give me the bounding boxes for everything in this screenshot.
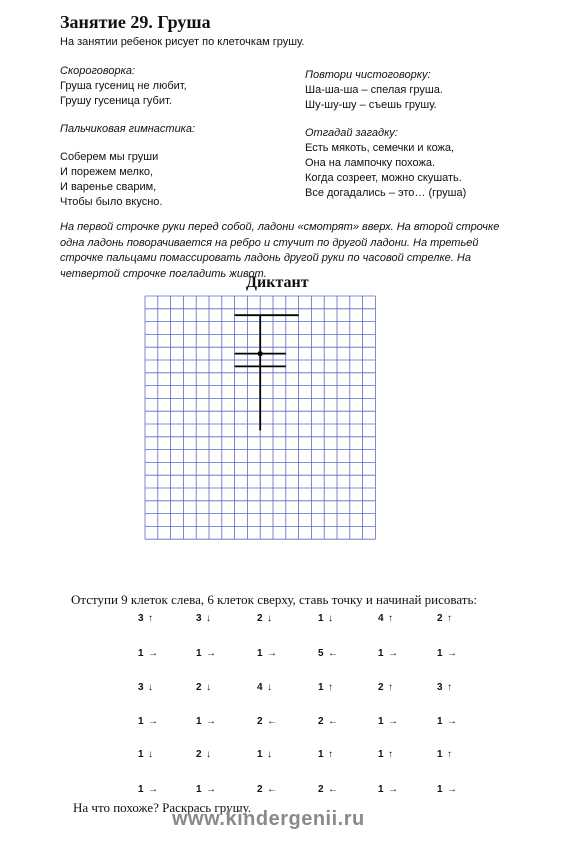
arrow-up-icon: ↑	[328, 749, 333, 760]
command-count: 1	[318, 749, 324, 760]
arrow-right-icon: →	[388, 716, 398, 727]
arrow-right-icon: →	[388, 648, 398, 659]
command-cell	[138, 613, 168, 624]
arrow-right-icon: →	[447, 648, 457, 659]
arrow-down-icon: ↓	[148, 749, 153, 760]
command-count: 2	[257, 613, 263, 624]
arrow-right-icon: →	[148, 648, 158, 659]
tongue-twister-line: Грушу гусеница губит.	[60, 95, 172, 107]
command-count: 1	[378, 749, 384, 760]
page-title: Занятие 29. Груша	[60, 12, 211, 32]
command-count: 2	[318, 716, 324, 727]
command-count: 1	[196, 784, 202, 795]
command-cell	[378, 682, 408, 693]
command-count: 1	[318, 613, 324, 624]
command-cell	[318, 682, 348, 693]
command-cell	[257, 749, 287, 760]
tongue-twister-line: Груша гусениц не любит,	[60, 80, 187, 92]
arrow-left-icon: ←	[328, 784, 338, 795]
arrow-up-icon: ↑	[388, 749, 393, 760]
riddle-line: Когда созреет, можно скушать.	[305, 172, 462, 184]
command-cell	[318, 784, 348, 795]
arrow-left-icon: ←	[328, 716, 338, 727]
finger-gym-line: Чтобы было вкусно.	[60, 196, 163, 208]
command-count: 1	[378, 716, 384, 727]
question-text: На что похоже? Раскрась грушу.	[73, 800, 252, 815]
command-count: 1	[437, 784, 443, 795]
arrow-up-icon: ↑	[388, 613, 393, 624]
command-cell	[437, 749, 467, 760]
command-cell	[378, 648, 408, 659]
arrow-down-icon: ↓	[267, 749, 272, 760]
command-cell	[196, 784, 226, 795]
command-cell	[138, 784, 168, 795]
pure-phrase-line: Ша-ша-ша – спелая груша.	[305, 84, 443, 96]
command-cell	[318, 613, 348, 624]
command-cell	[196, 648, 226, 659]
arrow-down-icon: ↓	[328, 613, 333, 624]
page-subtitle: На занятии ребенок рисует по клеточкам грушу.	[60, 36, 305, 48]
command-count: 1	[437, 749, 443, 760]
arrow-up-icon: ↑	[328, 682, 333, 693]
arrow-down-icon: ↓	[267, 682, 272, 693]
command-cell	[196, 716, 226, 727]
command-count: 3	[437, 682, 443, 693]
arrow-left-icon: ←	[267, 716, 277, 727]
riddle-line: Все догадались – это… (груша)	[305, 187, 467, 199]
command-cell	[437, 613, 467, 624]
riddle-line: Есть мякоть, семечки и кожа,	[305, 142, 455, 154]
command-cell	[138, 682, 168, 693]
command-count: 1	[378, 784, 384, 795]
arrow-down-icon: ↓	[206, 749, 211, 760]
arrow-up-icon: ↑	[447, 749, 452, 760]
command-cell	[257, 648, 287, 659]
command-count: 4	[257, 682, 263, 693]
finger-gym-line: И порежем мелко,	[60, 166, 154, 178]
watermark: www.kindergenii.ru	[172, 808, 365, 830]
command-count: 2	[318, 784, 324, 795]
command-count: 1	[138, 749, 144, 760]
command-count: 1	[378, 648, 384, 659]
arrow-right-icon: →	[206, 784, 216, 795]
command-cell	[257, 682, 287, 693]
instruction-text: Отступи 9 клеток слева, 6 клеток сверху, ставь точку и начинай рисовать:	[71, 592, 478, 607]
dictant-title: Диктант	[246, 274, 309, 291]
command-cell	[378, 716, 408, 727]
arrow-up-icon: ↑	[447, 682, 452, 693]
command-cell	[378, 613, 408, 624]
riddle-line: Она на лампочку похожа.	[305, 157, 436, 169]
finger-gym-header: Пальчиковая гимнастика:	[60, 123, 196, 135]
finger-gym-line: Соберем мы груши	[60, 151, 159, 163]
command-cell	[257, 613, 287, 624]
arrow-right-icon: →	[388, 784, 398, 795]
command-cell	[437, 648, 467, 659]
command-count: 2	[196, 749, 202, 760]
command-count: 2	[257, 716, 263, 727]
arrow-right-icon: →	[267, 648, 277, 659]
command-cell	[196, 749, 226, 760]
finger-gym-line: И варенье сварим,	[60, 181, 157, 193]
command-cell	[196, 613, 226, 624]
arrow-right-icon: →	[447, 784, 457, 795]
pure-phrase-line: Шу-шу-шу – съешь грушу.	[305, 99, 437, 111]
arrow-left-icon: ←	[267, 784, 277, 795]
arrow-right-icon: →	[206, 648, 216, 659]
command-count: 1	[138, 648, 144, 659]
arrow-right-icon: →	[148, 716, 158, 727]
command-cell	[138, 749, 168, 760]
arrow-right-icon: →	[206, 716, 216, 727]
command-cell	[257, 716, 287, 727]
command-count: 1	[196, 716, 202, 727]
arrow-up-icon: ↑	[148, 613, 153, 624]
tongue-twister-header: Скороговорка:	[60, 65, 136, 77]
riddle-header: Отгадай загадку:	[305, 127, 398, 139]
arrow-up-icon: ↑	[388, 682, 393, 693]
command-cell	[318, 648, 348, 659]
command-cell	[196, 682, 226, 693]
arrow-left-icon: ←	[328, 648, 338, 659]
command-count: 1	[196, 648, 202, 659]
arrow-right-icon: →	[447, 716, 457, 727]
arrow-up-icon: ↑	[447, 613, 452, 624]
command-count: 1	[318, 682, 324, 693]
command-count: 2	[196, 682, 202, 693]
command-count: 5	[318, 648, 324, 659]
command-count: 2	[437, 613, 443, 624]
command-cell	[437, 784, 467, 795]
command-count: 1	[437, 716, 443, 727]
start-dot	[258, 351, 263, 356]
command-count: 3	[196, 613, 202, 624]
command-count: 1	[257, 648, 263, 659]
command-count: 1	[138, 716, 144, 727]
command-count: 4	[378, 613, 384, 624]
command-cell	[138, 648, 168, 659]
arrow-right-icon: →	[148, 784, 158, 795]
arrow-down-icon: ↓	[148, 682, 153, 693]
command-count: 1	[138, 784, 144, 795]
command-count: 2	[257, 784, 263, 795]
command-cell	[257, 784, 287, 795]
exercise-note: На первой строчке руки перед собой, ладони «смотрят» вверх. На второй строчке одна ладонь поворачивается на ребро и стучит по другой ладони. На третьей строчке пальцами помассировать ладонь другой руки по часовой стрелке. На четвертой строчке погладить живот.	[60, 221, 500, 280]
command-count: 1	[257, 749, 263, 760]
command-cell	[437, 716, 467, 727]
pure-phrase-header: Повтори чистоговорку:	[305, 69, 431, 81]
command-cell	[437, 682, 467, 693]
arrow-down-icon: ↓	[206, 613, 211, 624]
command-cell	[318, 749, 348, 760]
command-count: 2	[378, 682, 384, 693]
command-cell	[378, 749, 408, 760]
command-count: 3	[138, 613, 144, 624]
command-count: 3	[138, 682, 144, 693]
command-count: 1	[437, 648, 443, 659]
command-cell	[138, 716, 168, 727]
command-cell	[378, 784, 408, 795]
arrow-down-icon: ↓	[206, 682, 211, 693]
arrow-down-icon: ↓	[267, 613, 272, 624]
command-cell	[318, 716, 348, 727]
